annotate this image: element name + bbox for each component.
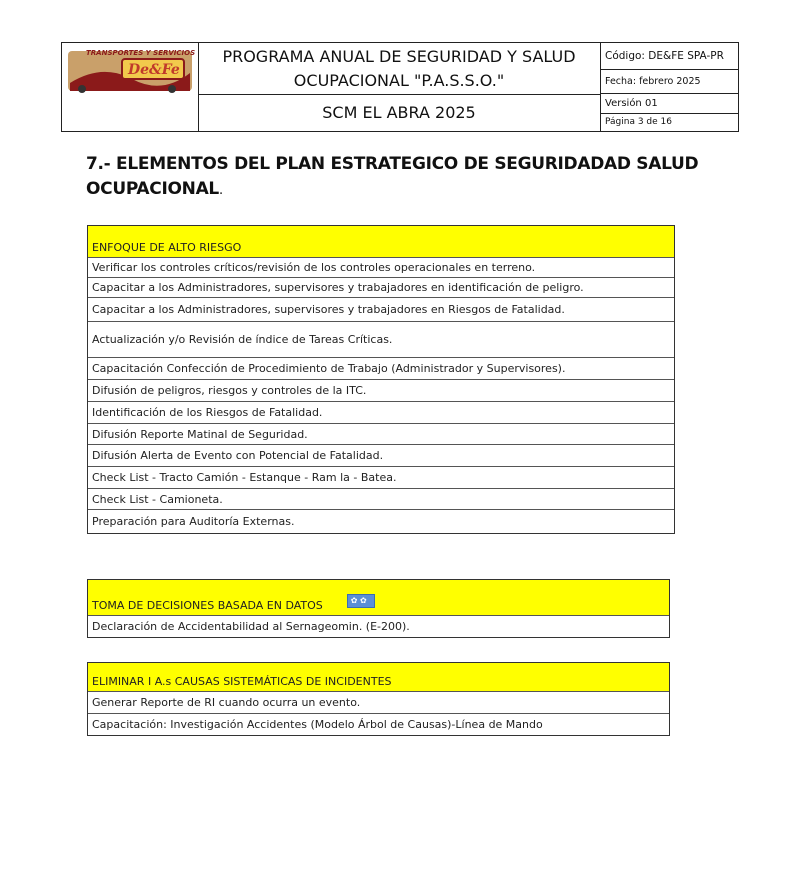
site-subtitle: SCM EL ABRA 2025 xyxy=(322,103,476,122)
table-row: Preparación para Auditoría Externas. xyxy=(92,515,295,528)
document-header xyxy=(61,42,739,132)
doc-version: Versión 01 xyxy=(600,94,738,114)
table-row: Verificar los controles críticos/revisión de los controles operacionales en terreno. xyxy=(88,258,674,278)
table-row: Identificación de los Riesgos de Fatalidad. xyxy=(88,402,674,424)
doc-code: Código: DE&FE SPA-PR xyxy=(600,43,738,70)
table-row: Check List - Camioneta. xyxy=(88,489,674,510)
table-row: Difusión Reporte Matinal de Seguridad. xyxy=(88,424,674,445)
table-header: ENFOQUE DE ALTO RIESGO xyxy=(88,226,674,258)
table-row: Difusión de peligros, riesgos y controles de la ITC. xyxy=(88,380,674,402)
table-row: Capacitación Confección de Procedimiento de Trabajo (Administrador y Supervisores). xyxy=(88,358,674,380)
table-row: Difusión Alerta de Evento con Potencial de Fatalidad. xyxy=(88,445,674,467)
section-title-line2: OCUPACIONAL xyxy=(86,179,219,199)
table-row: Capacitar a los Administradores, supervisores y trabajadores en identificación de peligro. xyxy=(88,278,674,298)
section-title-line2-wrap xyxy=(86,177,706,203)
high-risk-table xyxy=(87,225,675,534)
table-row: Actualización y/o Revisión de índice de Tareas Críticas. xyxy=(88,322,674,358)
program-title-line2: OCUPACIONAL "P.A.S.S.O." xyxy=(293,71,505,90)
table-header: ELIMINAR I A.s CAUSAS SISTEMÁTICAS DE INCIDENTES xyxy=(88,663,669,692)
program-title xyxy=(198,43,600,95)
table-header-text: TOMA DE DECISIONES BASADA EN DATOS xyxy=(92,599,323,612)
logo-top-text: TRANSPORTES Y SERVICIOS xyxy=(86,49,196,57)
flag-icon xyxy=(347,594,375,608)
table-row: Generar Reporte de RI cuando ocurra un evento. xyxy=(88,692,669,714)
logo-graphic xyxy=(62,43,198,131)
section-title-dot: . xyxy=(218,183,223,198)
doc-page: Página 3 de 16 xyxy=(605,117,672,127)
logo-main-text: De&Fe xyxy=(128,62,180,78)
program-title-line1: PROGRAMA ANUAL DE SEGURIDAD Y SALUD xyxy=(222,47,576,66)
header-title-block xyxy=(198,43,601,131)
doc-date: Fecha: febrero 2025 xyxy=(600,70,738,94)
systemic-causes-table xyxy=(87,662,670,736)
table-row: Capacitación: Investigación Accidentes (Modelo Árbol de Causas)-Línea de Mando xyxy=(92,718,543,731)
data-decisions-table xyxy=(87,579,670,638)
company-logo xyxy=(62,43,199,131)
section-title-line1: 7.- ELEMENTOS DEL PLAN ESTRATEGICO DE SEGURIDADAD SALUD xyxy=(86,154,699,174)
section-title xyxy=(86,152,706,203)
table-header xyxy=(88,580,669,616)
table-row: Check List - Tracto Camión - Estanque - Ram la - Batea. xyxy=(88,467,674,489)
table-row: Capacitar a los Administradores, supervisores y trabajadores en Riesgos de Fatalidad. xyxy=(88,298,674,322)
document-meta xyxy=(600,43,738,131)
table-row: Declaración de Accidentabilidad al Sernageomin. (E-200). xyxy=(92,620,410,633)
